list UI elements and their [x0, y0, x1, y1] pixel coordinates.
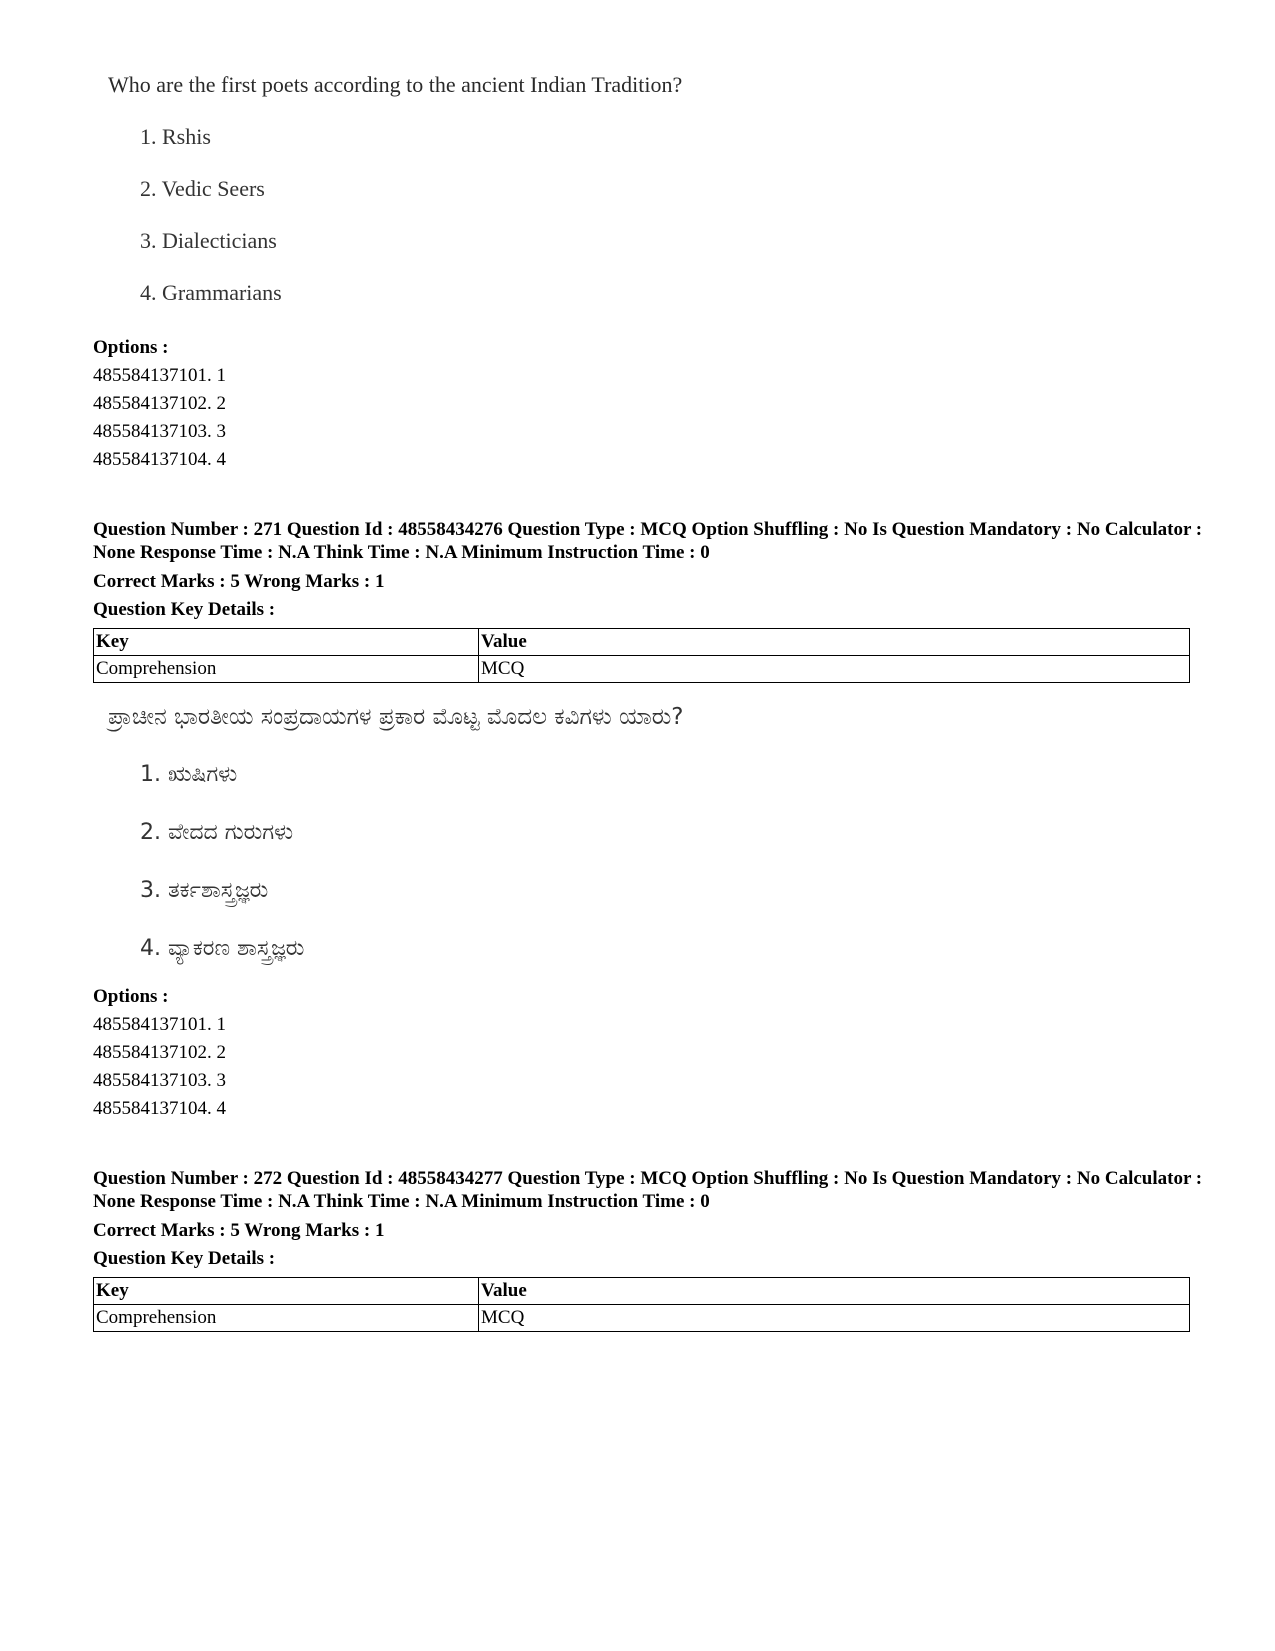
- question-choice: 4. Grammarians: [140, 280, 282, 305]
- question-meta: Question Number : 272 Question Id : 48558434277 Question Type : MCQ Option Shuffling : No Is Question Mandatory : No Calculator : None Response Time : N.A Think Time : N.A Minimum Instruction Time : 0: [93, 1168, 1203, 1212]
- option-id-line: 485584137103. 3: [93, 1070, 226, 1091]
- question-choice: 2. ವೇದದ ಗುರುಗಳು: [140, 820, 294, 845]
- table-header-value: Value: [479, 629, 1190, 656]
- options-heading: Options :: [93, 337, 169, 358]
- table-cell-value: MCQ: [479, 1305, 1190, 1332]
- option-id-line: 485584137102. 2: [93, 393, 226, 414]
- question-choice: 4. ವ್ಯಾಕರಣ ಶಾಸ್ತ್ರಜ್ಞರು: [140, 936, 305, 961]
- option-id-line: 485584137104. 4: [93, 1098, 226, 1119]
- question-image-english: [108, 72, 683, 305]
- question-stem: ಪ್ರಾಚೀನ ಭಾರತೀಯ ಸಂಪ್ರದಾಯಗಳ ಪ್ರಕಾರ ಮೊಟ್ಟ ಮೊದಲ ಕವಿಗಳು ಯಾರು?: [108, 704, 684, 730]
- marks-line: Correct Marks : 5 Wrong Marks : 1: [93, 571, 385, 592]
- question-key-table: [93, 628, 1190, 683]
- question-image-kannada: [108, 704, 684, 961]
- options-heading: Options :: [93, 986, 169, 1007]
- option-id-line: 485584137103. 3: [93, 421, 226, 442]
- table-cell-key: Comprehension: [94, 656, 479, 683]
- question-choice: 1. Rshis: [140, 124, 211, 149]
- question-key-table: [93, 1277, 1190, 1332]
- marks-line: Correct Marks : 5 Wrong Marks : 1: [93, 1220, 385, 1241]
- option-id-line: 485584137102. 2: [93, 1042, 226, 1063]
- key-details-heading: Question Key Details :: [93, 1248, 276, 1269]
- question-choice: 2. Vedic Seers: [140, 176, 265, 201]
- option-id-line: 485584137101. 1: [93, 365, 226, 386]
- question-meta: Question Number : 271 Question Id : 48558434276 Question Type : MCQ Option Shuffling : No Is Question Mandatory : No Calculator : None Response Time : N.A Think Time : N.A Minimum Instruction Time : 0: [93, 519, 1203, 563]
- question-choice: 1. ಋಷಿಗಳು: [140, 762, 238, 787]
- table-header-key: Key: [94, 1278, 479, 1305]
- table-header-key: Key: [94, 629, 479, 656]
- question-choice: 3. ತರ್ಕಶಾಸ್ತ್ರಜ್ಞರು: [140, 878, 269, 903]
- question-stem: Who are the first poets according to the ancient Indian Tradition?: [108, 72, 683, 97]
- option-id-line: 485584137104. 4: [93, 449, 226, 470]
- key-details-heading: Question Key Details :: [93, 599, 276, 620]
- option-id-line: 485584137101. 1: [93, 1014, 226, 1035]
- table-cell-value: MCQ: [479, 656, 1190, 683]
- table-cell-key: Comprehension: [94, 1305, 479, 1332]
- table-header-value: Value: [479, 1278, 1190, 1305]
- question-choice: 3. Dialecticians: [140, 228, 277, 253]
